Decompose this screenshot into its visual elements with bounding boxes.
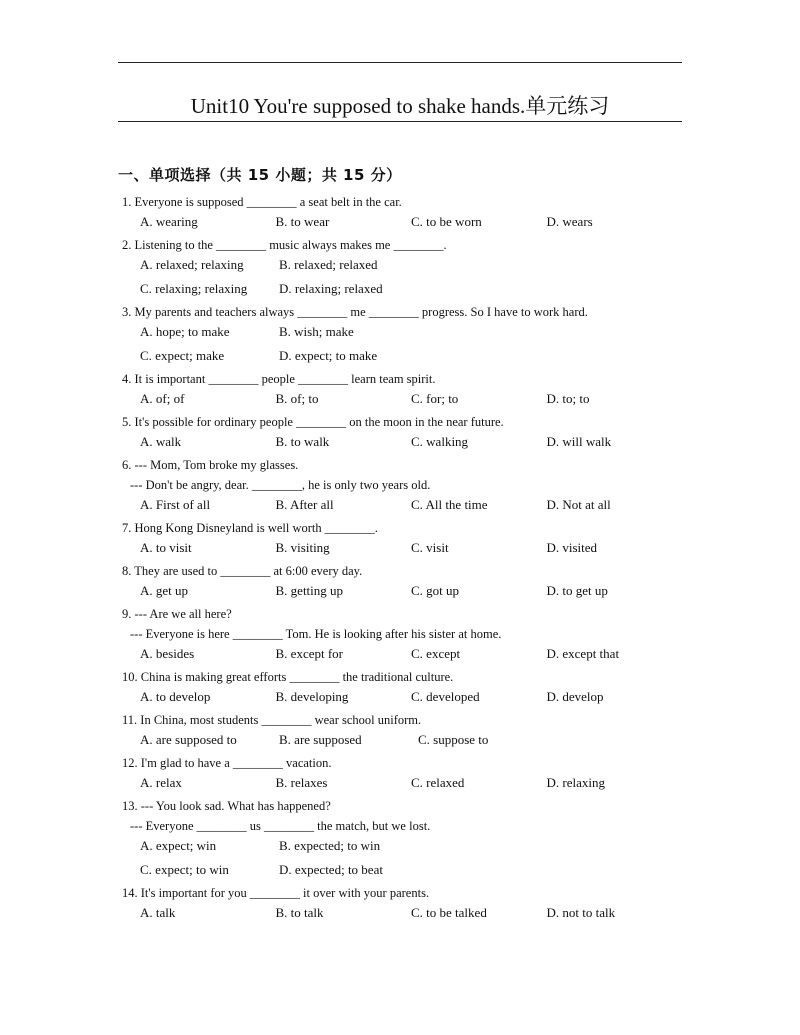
option-row [118,730,682,750]
option-row [118,322,682,342]
question-item [118,796,682,880]
option-row [118,432,682,452]
answer-option: C. expect; to win [140,862,229,877]
answer-option: D. expect; to make [279,348,378,363]
option-row [118,389,682,409]
answer-option: A. wearing [140,214,198,229]
answer-option: D. to get up [546,583,608,598]
option-row [118,212,682,232]
answer-option: A. walk [140,434,182,449]
answer-option: D. expected; to beat [279,862,383,877]
answer-option: C. suppose to [418,732,489,747]
option-row [118,495,682,515]
option-row [118,860,682,880]
question-item [118,518,682,558]
answer-option: D. to; to [546,391,590,406]
answer-option: D. visited [546,540,598,555]
option-row [118,687,682,707]
answer-option: B. expected; to win [279,838,381,853]
question-item [118,369,682,409]
answer-option: C. got up [411,583,460,598]
question-stem-continuation: --- Everyone is here ________ Tom. He is looking after his sister at home. [130,627,502,641]
option-row [118,255,682,275]
question-stem: 14. It's important for you ________ it over with your parents. [122,886,430,900]
answer-option: A. relaxed; relaxing [140,257,244,272]
answer-option: B. After all [275,497,334,512]
answer-option: D. relaxing; relaxed [279,281,383,296]
answer-option: D. Not at all [546,497,611,512]
answer-option: D. develop [546,689,604,704]
question-item [118,412,682,452]
answer-option: A. First of all [140,497,211,512]
answer-option: C. except [411,646,461,661]
option-row [118,346,682,366]
question-stem: 3. My parents and teachers always ________ me ________ progress. So I have to work hard. [122,305,588,319]
question-stem: 12. I'm glad to have a ________ vacation. [122,756,332,770]
option-row [118,773,682,793]
answer-option: B. of; to [275,391,319,406]
answer-option: C. for; to [411,391,459,406]
option-row [118,279,682,299]
question-item [118,604,682,664]
answer-option: C. developed [411,689,480,704]
question-stem: 8. They are used to ________ at 6:00 every day. [122,564,363,578]
answer-option: A. get up [140,583,189,598]
answer-option: B. relaxed; relaxed [279,257,378,272]
answer-option: A. talk [140,905,176,920]
question-item [118,302,682,366]
question-item [118,710,682,750]
question-item [118,753,682,793]
section-heading: 一、单项选择（共 15 小题；共 15 分） [118,166,402,184]
option-row [118,903,682,923]
answer-option: B. wish; make [279,324,354,339]
answer-option: A. are supposed to [140,732,237,747]
answer-option: D. relaxing [546,775,605,790]
answer-option: B. to wear [275,214,330,229]
answer-option: B. are supposed [279,732,362,747]
answer-option: C. walking [411,434,469,449]
option-row [118,836,682,856]
answer-option: B. to talk [275,905,324,920]
top-rule [118,62,682,63]
question-stem: 6. --- Mom, Tom broke my glasses. [122,458,299,472]
question-stem: 4. It is important ________ people ________ learn team spirit. [122,372,436,386]
answer-option: C. relaxed [411,775,465,790]
question-stem-continuation: --- Everyone ________ us ________ the match, but we lost. [130,819,431,833]
question-item [118,455,682,515]
option-row [118,644,682,664]
question-list [118,192,682,923]
question-stem: 5. It's possible for ordinary people ________ on the moon in the near future. [122,415,504,429]
answer-option: B. getting up [275,583,344,598]
answer-option: D. except that [546,646,620,661]
question-stem: 1. Everyone is supposed ________ a seat belt in the car. [122,195,402,209]
answer-option: C. to be worn [411,214,482,229]
answer-option: B. to walk [275,434,330,449]
answer-option: A. of; of [140,391,185,406]
title-underline [118,121,682,122]
answer-option: C. All the time [411,497,488,512]
question-stem: 10. China is making great efforts ________ the traditional culture. [122,670,454,684]
question-item [118,883,682,923]
answer-option: C. visit [411,540,449,555]
answer-option: B. relaxes [275,775,328,790]
option-row [118,538,682,558]
question-stem: 2. Listening to the ________ music always makes me ________. [122,238,447,252]
answer-option: C. expect; make [140,348,225,363]
answer-option: C. relaxing; relaxing [140,281,248,296]
answer-option: B. except for [275,646,344,661]
question-stem: 7. Hong Kong Disneyland is well worth ________. [122,521,378,535]
page-title: Unit10 You're supposed to shake hands.单元练习 [190,94,610,118]
question-item [118,235,682,299]
question-stem-continuation: --- Don't be angry, dear. ________, he is only two years old. [130,478,431,492]
answer-option: A. to develop [140,689,211,704]
answer-option: A. to visit [140,540,192,555]
answer-option: B. developing [275,689,349,704]
question-stem: 11. In China, most students ________ wear school uniform. [122,713,422,727]
question-stem: 13. --- You look sad. What has happened? [122,799,331,813]
answer-option: A. besides [140,646,195,661]
answer-option: D. wears [546,214,593,229]
option-row [118,581,682,601]
question-item [118,561,682,601]
answer-option: A. hope; to make [140,324,230,339]
answer-option: A. expect; win [140,838,217,853]
question-item [118,667,682,707]
question-stem: 9. --- Are we all here? [122,607,232,621]
answer-option: D. will walk [546,434,612,449]
answer-option: B. visiting [275,540,330,555]
answer-option: A. relax [140,775,182,790]
answer-option: C. to be talked [411,905,487,920]
answer-option: D. not to talk [546,905,616,920]
question-item [118,192,682,232]
